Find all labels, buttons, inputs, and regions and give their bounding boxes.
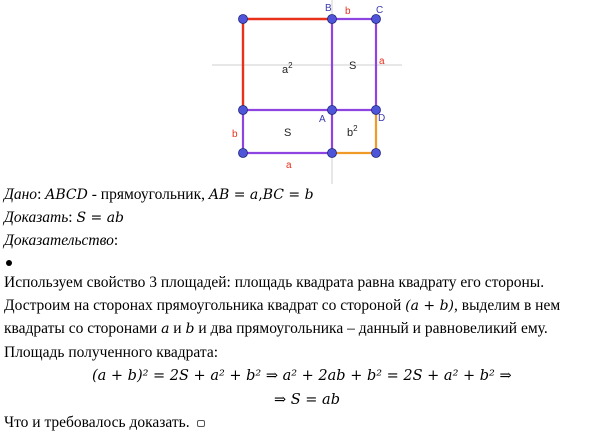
conclusion-line: [4, 414, 205, 432]
line3-a: a: [161, 321, 170, 337]
qed-icon: [197, 420, 205, 427]
proof-line-4: Площадь полученного квадрата:: [4, 344, 219, 361]
given-bc: BC = b: [262, 187, 314, 203]
vertex-label-c: C: [376, 5, 384, 16]
vertex-label-d: D: [378, 113, 386, 124]
side-label-bottom-a: a: [286, 160, 292, 171]
prove-label: Доказать: [4, 209, 69, 226]
formula-line-2: ⇒ S = ab: [274, 392, 340, 408]
point-bottom-left: [239, 149, 248, 158]
proof-line-3: [4, 320, 548, 338]
point-a: [328, 106, 337, 115]
proof-line-2: [4, 297, 560, 315]
line2-formula: (a + b): [405, 298, 455, 314]
region-label-s-right: S: [349, 60, 357, 72]
proof-label-line: [4, 232, 118, 250]
line3-end: и два прямоугольника – данный и равновеликий ему.: [194, 320, 548, 337]
conclusion-text: Что и требовалось доказать.: [4, 414, 190, 431]
given-abcd: ABCD: [45, 187, 88, 203]
given-label: Дано: [4, 186, 38, 203]
given-line: Дано: ABCD - прямоугольник, AB = a,BC = b: [4, 186, 314, 203]
prove-line: [4, 209, 124, 227]
point-bottom-mid: [328, 149, 337, 158]
vertex-label-b: B: [325, 3, 332, 14]
prove-colon: :: [68, 209, 77, 226]
vertex-points: [239, 15, 381, 158]
side-label-right-a: a: [379, 56, 385, 67]
point-b: [328, 15, 337, 24]
proof-colon: :: [113, 232, 119, 249]
side-label-left-b: b: [232, 129, 238, 140]
region-label-b-squared: $b^2$: [347, 124, 358, 139]
line2-start: Достроим на сторонах прямоугольника квадрат со стороной: [4, 297, 406, 314]
prove-formula: S = ab: [76, 210, 124, 226]
line3-start: квадраты со сторонами: [4, 320, 162, 337]
vertex-label-a: A: [319, 114, 326, 125]
side-label-top-b: b: [345, 6, 351, 17]
bullet: [6, 260, 12, 266]
given-ab: AB = a: [208, 187, 259, 203]
line2-end: , выделим в нем: [454, 297, 561, 314]
point-top-left: [239, 15, 248, 24]
point-bottom-right: [372, 149, 381, 158]
given-comma: ,: [258, 187, 263, 203]
line3-mid1: и: [169, 320, 186, 337]
given-rest: - прямоугольник,: [87, 186, 209, 203]
region-label-a-squared: $a^2$: [282, 61, 293, 76]
point-mid-left: [239, 106, 248, 115]
geometry-figure: [212, 0, 402, 184]
formula-line-1: (a + b)² = 2S + a² + b² ⇒ a² + 2ab + b² = 2S + a² + b² ⇒: [92, 368, 512, 384]
proof-line-1: Используем свойство 3 площадей: площадь квадрата равна квадрату его стороны.: [4, 274, 545, 291]
line3-b: b: [185, 321, 195, 337]
region-label-s-bottom: S: [284, 127, 292, 139]
proof-label: Доказательство: [4, 232, 114, 249]
